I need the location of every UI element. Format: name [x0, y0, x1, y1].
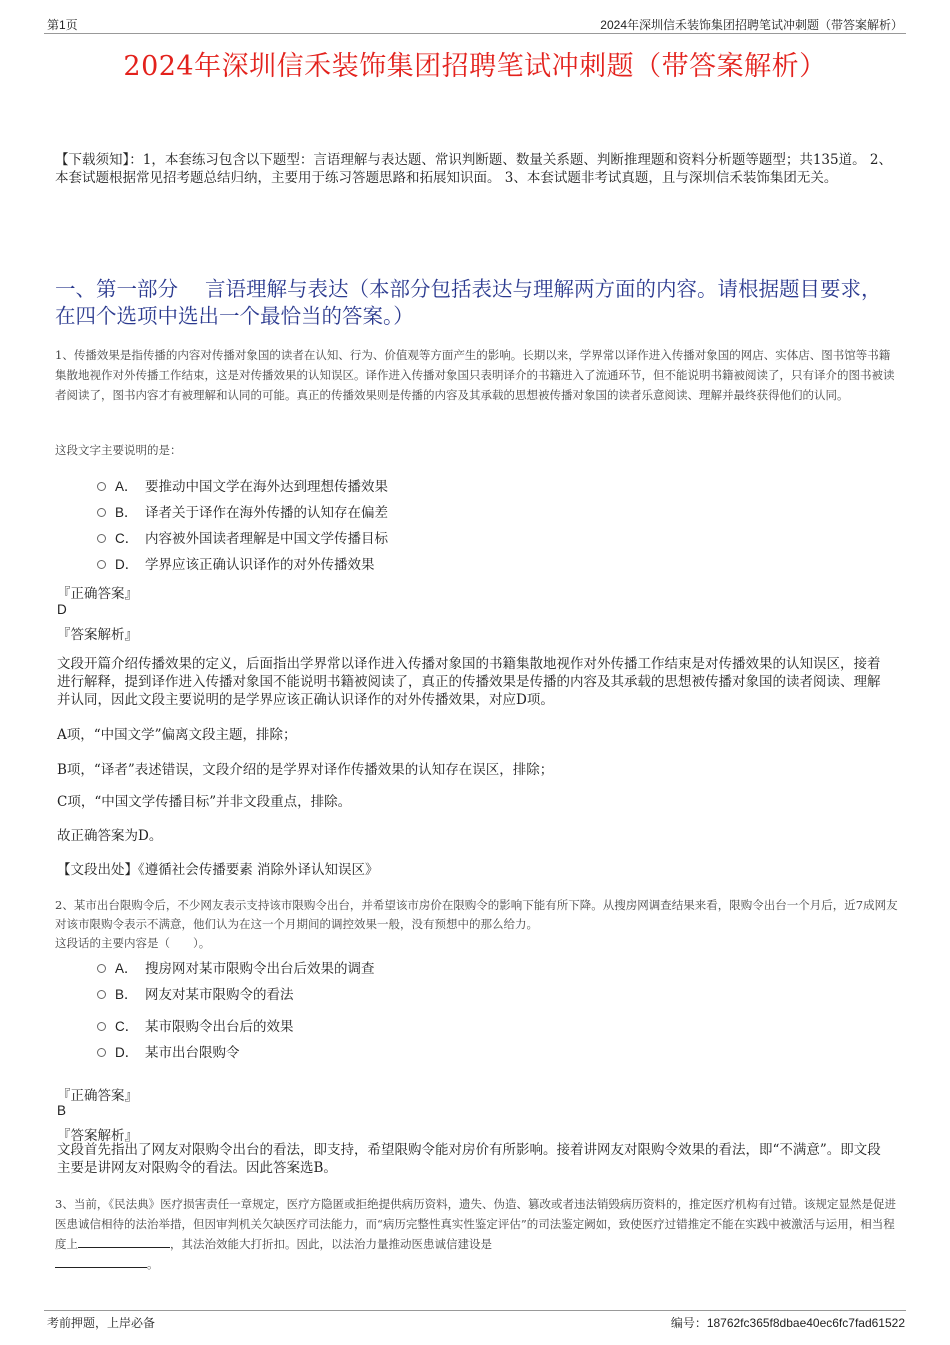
q2-option-b[interactable]: B． 网友对某市限购令的看法	[97, 983, 294, 1003]
q1-analysis-label: 『答案解析』	[57, 627, 138, 643]
q2-answer: B	[57, 1103, 67, 1118]
answer-blank-2[interactable]	[55, 1255, 147, 1268]
q1-option-a[interactable]: A． 要推动中国文学在海外达到理想传播效果	[97, 475, 388, 495]
radio-icon[interactable]	[97, 1048, 106, 1057]
radio-icon[interactable]	[97, 560, 106, 569]
q1-ask: 这段文字主要说明的是：	[55, 443, 182, 457]
q2-option-a[interactable]: A． 搜房网对某市限购令出台后效果的调查	[97, 957, 375, 977]
q1-answer-label: 『正确答案』	[57, 586, 138, 602]
answer-blank-1[interactable]	[78, 1235, 170, 1248]
radio-icon[interactable]	[97, 964, 106, 973]
q1-note-b: B项，“译者”表述错误，文段介绍的是学界对译作传播效果的认知存在误区，排除；	[57, 762, 554, 778]
q1-answer: D	[57, 602, 67, 617]
radio-icon[interactable]	[97, 1022, 106, 1031]
radio-icon[interactable]	[97, 508, 106, 517]
download-note: 【下载须知】：1，本套练习包含以下题型：言语理解与表达题、常识判断题、数量关系题、判断推理题和资料分析题等题型；共135道。 2、本套试题根据常见招考题总结归纳，主要用于练习答题思路和拓展知识面。 3、本套试题非考试真题，且与深圳信禾装饰集团无关。	[55, 152, 892, 186]
footer-slogan: 考前押题，上岸必备	[47, 1316, 156, 1330]
page-title: 2024年深圳信禾装饰集团招聘笔试冲刺题（带答案解析）	[123, 51, 827, 82]
q2-option-c[interactable]: C． 某市限购令出台后的效果	[97, 1015, 294, 1035]
radio-icon[interactable]	[97, 990, 106, 999]
q2-analysis-label: 『答案解析』	[57, 1128, 138, 1144]
q1-source: 【文段出处】《遵循社会传播要素 消除外译认知误区》	[57, 862, 379, 878]
q1-note-c: C项，“中国文学传播目标”并非文段重点，排除。	[57, 794, 352, 810]
q1-option-c[interactable]: C． 内容被外国读者理解是中国文学传播目标	[97, 527, 388, 547]
page-number: 第1页	[47, 18, 78, 32]
footer-divider	[44, 1310, 906, 1311]
q2-analysis: 文段首先指出了网友对限购令出台的看法，即支持，希望限购令能对房价有所影响。接着讲网友对限购令效果的看法，即“不满意”。即文段主要是讲网友对限购令的看法。因此答案选B。	[57, 1142, 881, 1176]
section-title: 一、第一部分 言语理解与表达（本部分包括表达与理解两方面的内容。请根据题目要求，在四个选项中选出一个最恰当的答案。）	[55, 277, 882, 328]
radio-icon[interactable]	[97, 534, 106, 543]
q1-note-a: A项，“中国文学”偏离文段主题，排除；	[57, 727, 297, 743]
q2-ask: 这段话的主要内容是（ ）。	[55, 936, 211, 950]
q3-text: 3、当前，《民法典》医疗损害责任一章规定，医疗方隐匿或拒绝提供病历资料，遗失、伪造、篡改或者违法销毁病历资料的，推定医疗机构有过错。该规定显然是促进医患诚信相待的法治举措，但因审判机关欠缺医疗司法能力，而“病历完整性真实性鉴定评估”的司法鉴定阙如，致使医疗过错推定不能在实践中被激活与运用，相当程度上 ，其法治效能大打折扣。因此，以法治力量推动医患诚信建设是 。	[55, 1197, 897, 1271]
q1-option-b[interactable]: B． 译者关于译作在海外传播的认知存在偏差	[97, 501, 388, 521]
q2-option-d[interactable]: D． 某市出台限购令	[97, 1041, 240, 1061]
q2-text: 2、某市出台限购令后，不少网友表示支持该市限购令出台，并希望该市房价在限购令的影响下能有所下降。从搜房网调查结果来看，限购令出台一个月后，近7成网友对该市限购令表示不满意，他们认为在这一个月期间的调控效果一般，没有预想中的那么给力。	[55, 898, 898, 931]
radio-icon[interactable]	[97, 482, 106, 491]
q1-option-d[interactable]: D． 学界应该正确认识译作的对外传播效果	[97, 553, 375, 573]
q1-analysis: 文段开篇介绍传播效果的定义，后面指出学界常以译作进入传播对象国的书籍集散地视作对外传播工作结束是对传播效果的认知误区，接着进行解释，提到译作进入传播对象国不能说明书籍被阅读了，真正的传播效果是传播的内容及其承载的思想被传播对象国的读者阅读、理解并认同，因此文段主要说明的是学界应该正确认识译作的对外传播效果，对应D项。	[57, 656, 881, 708]
q2-answer-label: 『正确答案』	[57, 1088, 138, 1104]
document-id: 编号：18762fc365f8dbae40ec6fc7fad61522	[670, 1316, 905, 1330]
q1-text: 1、传播效果是指传播的内容对传播对象国的读者在认知、行为、价值观等方面产生的影响。长期以来，学界常以译作进入传播对象国的网店、实体店、图书馆等书籍集散地视作对外传播工作结束，这是对传播效果的认知误区。译作进入传播对象国只表明译介的书籍进入了流通环节，但不能说明书籍被阅读了，只有译介的图书被读者阅读了，图书内容才有被理解和认同的可能。真正的传播效果则是传播的内容及其承载的思想被传播对象国的读者乐意阅读、理解并最终获得他们的认同。	[55, 348, 895, 402]
running-header-title: 2024年深圳信禾装饰集团招聘笔试冲刺题（带答案解析）	[600, 18, 903, 32]
q1-conclusion: 故正确答案为D。	[57, 828, 163, 844]
header-divider	[44, 33, 906, 34]
